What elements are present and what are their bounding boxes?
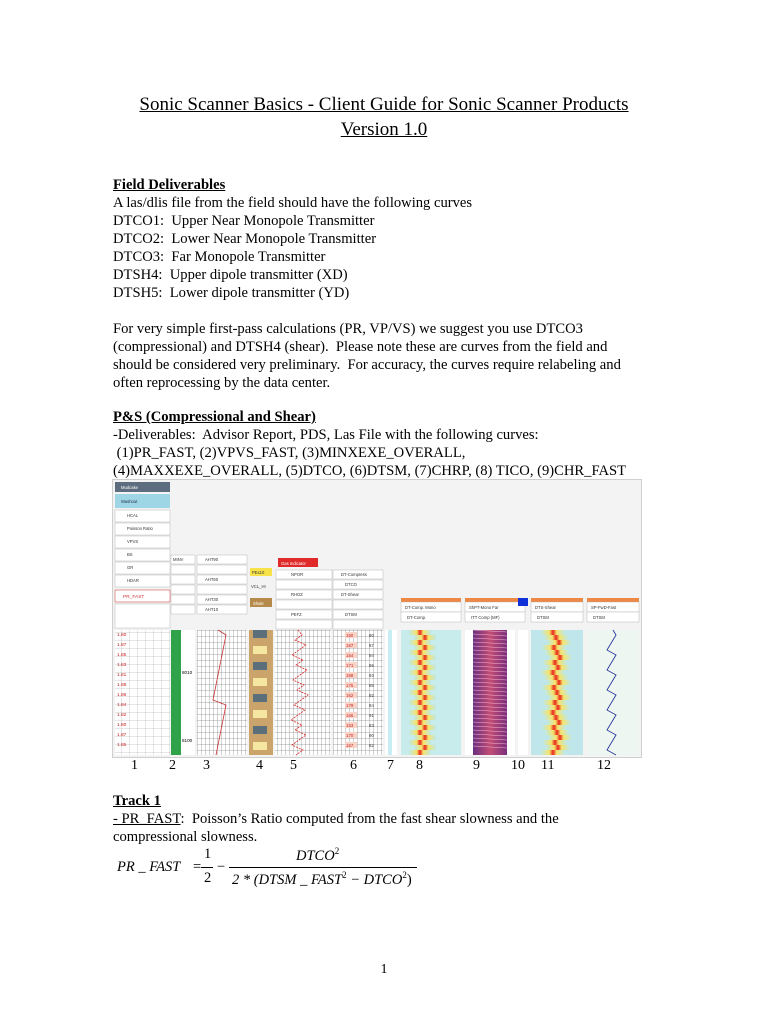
- header-label: 1.88: [117, 683, 127, 688]
- header-label: HCAL: [127, 513, 139, 518]
- section-heading: Track 1: [113, 793, 161, 809]
- depth-track: [181, 630, 195, 755]
- half-denominator: 2: [204, 870, 212, 886]
- text-line: (4)MAXXEXE_OVERALL, (5)DTCO, (6)DTSM, (7)CHRP, (8) TICO, (9)CHR_FAST: [113, 463, 627, 479]
- header-label: DT-Comp.: [407, 615, 427, 620]
- header-label: 1.85: [117, 743, 127, 748]
- document-title: Sonic Scanner Basics - Client Guide for Sonic Scanner Products: [139, 94, 629, 115]
- curve-line: DTCO2: Lower Near Monopole Transmitter: [113, 231, 377, 247]
- header-label: 1.85: [117, 653, 127, 658]
- header-label: DTCO: [345, 582, 357, 587]
- heat-band: [546, 665, 570, 670]
- heat-band: [541, 710, 565, 715]
- header-label: 85: [369, 683, 374, 688]
- log-plot: [113, 480, 641, 757]
- header-label: 162: [346, 693, 354, 698]
- header-label: DTS-Shear: [535, 605, 556, 610]
- header-label: HDAR: [127, 578, 139, 583]
- track-number: 7: [387, 758, 394, 773]
- heat-band: [409, 740, 431, 745]
- header-box: [197, 585, 247, 594]
- heat-band: [548, 695, 572, 700]
- track-7-fill: [388, 630, 392, 755]
- lithology-band: [253, 662, 267, 670]
- document-version: Version 1.0: [340, 119, 428, 140]
- header-label: 166: [346, 713, 354, 718]
- text-line: (compressional) and DTSH4 (shear). Please note these are curves from the field and: [113, 339, 608, 355]
- header-box: [171, 575, 195, 584]
- heat-band: [409, 680, 431, 685]
- heat-band: [543, 740, 567, 745]
- header-label: 179: [346, 703, 354, 708]
- page-number: 1: [380, 962, 388, 977]
- heat-band: [414, 725, 436, 730]
- curve-name: - PR_FAST: [113, 811, 181, 827]
- text-line: -Deliverables: Advisor Report, PDS, Las File with the following curves:: [113, 427, 539, 443]
- header-label: 87: [369, 643, 374, 648]
- heat-band: [414, 685, 436, 690]
- heat-band: [542, 725, 566, 730]
- header-label: 1.84: [117, 703, 127, 708]
- heat-band: [546, 745, 570, 750]
- header-label: VCL_HI: [251, 584, 266, 589]
- header-label: AHT10: [205, 607, 219, 612]
- header-label: Gas Indicator: [281, 561, 306, 566]
- header-label: DT-Comp. Mono: [405, 605, 436, 610]
- curve-line: DTSH4: Upper dipole transmitter (XD): [113, 267, 348, 283]
- track-number: 6: [350, 758, 357, 773]
- heat-band: [414, 705, 436, 710]
- header-box: [333, 610, 383, 619]
- header-label: 91: [369, 713, 374, 718]
- header-label: SP-FwD-Fast: [591, 605, 617, 610]
- numerator: DTCO$^2$: [296, 846, 340, 864]
- header-label: 93: [369, 673, 374, 678]
- header-label: DTSM: [593, 615, 605, 620]
- header-label: 154: [346, 653, 354, 658]
- track-grid: [333, 630, 383, 755]
- text-line: compressional slowness.: [113, 829, 258, 845]
- heat-band: [544, 675, 568, 680]
- header-label: PEFZ: [291, 612, 302, 617]
- lithology-band: [253, 742, 267, 750]
- track-number: 2: [169, 758, 176, 773]
- heat-band: [414, 695, 436, 700]
- track-10: [518, 630, 528, 755]
- text-line: For very simple first-pass calculations (PR, VP/VS) we suggest you use DTCO3: [113, 321, 583, 337]
- colorbar: [587, 598, 639, 602]
- header-label: RHOZ: [291, 592, 303, 597]
- fraction-bar: [201, 867, 213, 868]
- header-label: 8100: [182, 738, 193, 743]
- heat-band: [414, 745, 436, 750]
- waveform-texture: [473, 630, 507, 755]
- header-label: 1.80: [117, 633, 127, 638]
- header-box: [115, 549, 170, 561]
- heat-band: [414, 665, 436, 670]
- lithology-band: [253, 678, 267, 686]
- heat-band: [545, 730, 569, 735]
- header-label: GR: [127, 565, 134, 570]
- track1-section: [113, 792, 673, 846]
- heat-band: [545, 690, 569, 695]
- heat-band: [547, 640, 571, 645]
- colorbar: [401, 598, 461, 602]
- header-label: PEx10: [252, 570, 265, 575]
- header-label: 90: [369, 733, 374, 738]
- colorbar: [531, 598, 583, 602]
- track-number: 11: [541, 758, 555, 773]
- track-number: 4: [256, 758, 263, 773]
- header-label: 86: [369, 663, 374, 668]
- header-label: 175: [346, 683, 354, 688]
- heat-band: [547, 680, 571, 685]
- heat-band: [544, 715, 568, 720]
- heat-band: [414, 675, 436, 680]
- heat-band: [409, 630, 431, 635]
- section-heading: Field Deliverables: [113, 177, 226, 193]
- text-line: often reprocessing by the data center.: [113, 375, 331, 391]
- heat-band: [409, 690, 431, 695]
- header-label: 1.87: [117, 643, 127, 648]
- heat-band: [548, 735, 572, 740]
- heat-band: [414, 715, 436, 720]
- text-line: should be considered very preliminary. For accuracy, the curves require relabeling and: [113, 357, 621, 373]
- header-label: DT-Compress: [341, 572, 367, 577]
- heat-band: [541, 670, 565, 675]
- lithology-band: [253, 726, 267, 734]
- header-box: [276, 570, 332, 579]
- header-box: [197, 565, 247, 574]
- denominator: 2 * (DTSM _ $FAST^2$ − $DTCO^2$): [232, 870, 412, 888]
- track-2: [171, 630, 181, 755]
- heat-band: [543, 700, 567, 705]
- header-label: Poisson Ratio: [127, 526, 153, 531]
- header-label: 1.87: [117, 733, 127, 738]
- heat-band: [409, 720, 431, 725]
- header-box: [276, 610, 332, 619]
- header-label: 158: [346, 673, 354, 678]
- heat-band: [414, 655, 436, 660]
- curve-description: : Poisson’s Ratio computed from the fast shear slowness and the: [180, 811, 559, 827]
- curve-line: DTCO1: Upper Near Monopole Transmitter: [113, 213, 375, 229]
- header-label: 1.81: [117, 673, 127, 678]
- header-label: DTSM: [345, 612, 357, 617]
- header-label: BS: [127, 552, 133, 557]
- header-box: [115, 562, 170, 574]
- text-line: A las/dlis file from the field should have the following curves: [113, 195, 473, 211]
- heat-band: [546, 705, 570, 710]
- equation-lhs: PR _ FAST: [117, 859, 181, 875]
- header-label: 8010: [182, 670, 193, 675]
- lithology-band: [253, 710, 267, 718]
- text-line: [113, 810, 673, 828]
- heat-band: [414, 635, 436, 640]
- header-box: [171, 595, 195, 604]
- header-label: Mudcake: [121, 485, 138, 490]
- curve-line: DTSH5: Lower dipole transmitter (YD): [113, 285, 350, 301]
- track-number: 12: [597, 758, 611, 773]
- track-grid: [197, 630, 247, 755]
- header-label: 94: [369, 653, 374, 658]
- header-label: 150: [346, 633, 354, 638]
- heat-band: [541, 630, 565, 635]
- heat-band: [414, 645, 436, 650]
- heat-band: [544, 635, 568, 640]
- header-label: AHT60: [205, 577, 219, 582]
- header-label: 1.80: [117, 723, 127, 728]
- header-label: 167: [346, 643, 354, 648]
- heat-band: [541, 750, 565, 755]
- header-box: [115, 604, 170, 628]
- header-box: [276, 590, 332, 599]
- heat-band: [548, 655, 572, 660]
- curve-line: DTCO3: Far Monopole Transmitter: [113, 249, 326, 265]
- header-label: 84: [369, 703, 374, 708]
- header-box: [115, 575, 170, 587]
- heat-band: [409, 730, 431, 735]
- equals-sign: =: [193, 859, 202, 875]
- header-label: 1.86: [117, 693, 127, 698]
- text-line: (1)PR_FAST, (2)VPVS_FAST, (3)MINXEXE_OVERALL,: [113, 445, 466, 461]
- heat-band: [547, 720, 571, 725]
- header-label: NPOR: [291, 572, 304, 577]
- heat-band: [409, 660, 431, 665]
- header-label: AHT30: [205, 597, 219, 602]
- lithology-band: [253, 630, 267, 638]
- sonic-log-figure: [112, 479, 642, 758]
- heat-band: [409, 640, 431, 645]
- header-label: Washout: [121, 499, 138, 504]
- header-box: [276, 620, 332, 629]
- header-box: [171, 565, 195, 574]
- heat-band: [542, 685, 566, 690]
- header-label: ITT Comp (MF): [471, 615, 500, 620]
- field-deliverables-section: [113, 176, 673, 302]
- header-label: PR_FAST: [123, 595, 145, 600]
- track-number: 9: [473, 758, 480, 773]
- header-label: 92: [369, 693, 374, 698]
- header-label: DT-Shear: [341, 592, 359, 597]
- track-number: 10: [511, 758, 525, 773]
- pr-fast-equation: [113, 846, 533, 892]
- heat-band: [409, 650, 431, 655]
- heat-band: [542, 645, 566, 650]
- header-box: [115, 536, 170, 548]
- track-number-row: [0, 758, 768, 776]
- section-heading: P&S (Compressional and Shear): [113, 409, 316, 425]
- header-label: 1.83: [117, 663, 127, 668]
- heat-band: [543, 660, 567, 665]
- header-label: 82: [369, 743, 374, 748]
- header-label: AHT90: [205, 557, 219, 562]
- header-label: 80: [369, 633, 374, 638]
- heat-band: [409, 670, 431, 675]
- track-12: [587, 630, 639, 755]
- track-number: 1: [131, 758, 138, 773]
- header-box: [276, 580, 332, 589]
- header-box: [276, 600, 332, 609]
- heat-band: [409, 710, 431, 715]
- header-box: [333, 600, 383, 609]
- track-number: 8: [416, 758, 423, 773]
- header-label: VPVS: [127, 539, 139, 544]
- heat-band: [414, 735, 436, 740]
- colorbar: [465, 598, 525, 602]
- header-box: [333, 620, 383, 629]
- lithology-band: [253, 694, 267, 702]
- header-label: DTSM: [537, 615, 549, 620]
- header-label: 170: [346, 733, 354, 738]
- calculation-note: [113, 320, 673, 392]
- heat-band: [409, 750, 431, 755]
- header-label: MINV: [173, 557, 184, 562]
- header-label: 153: [346, 723, 354, 728]
- header-box: [171, 605, 195, 614]
- header-label: 1.82: [117, 713, 127, 718]
- track-number: 5: [290, 758, 297, 773]
- header-label: 83: [369, 723, 374, 728]
- half-numerator: 1: [204, 846, 212, 862]
- minus-sign: −: [217, 859, 226, 875]
- lithology-band: [253, 646, 267, 654]
- header-box: [115, 510, 170, 522]
- header-label: 171: [346, 663, 354, 668]
- heat-band: [409, 700, 431, 705]
- header-box: [333, 580, 383, 589]
- header-label: 157: [346, 743, 354, 748]
- track-number: 3: [203, 758, 210, 773]
- fraction-bar: [229, 867, 417, 868]
- header-box: [171, 585, 195, 594]
- heat-band: [545, 650, 569, 655]
- header-label: Shale: [253, 601, 264, 606]
- header-label: ShPT-Mono Far: [469, 605, 499, 610]
- blue-marker: [518, 598, 528, 606]
- ps-section: [113, 408, 673, 480]
